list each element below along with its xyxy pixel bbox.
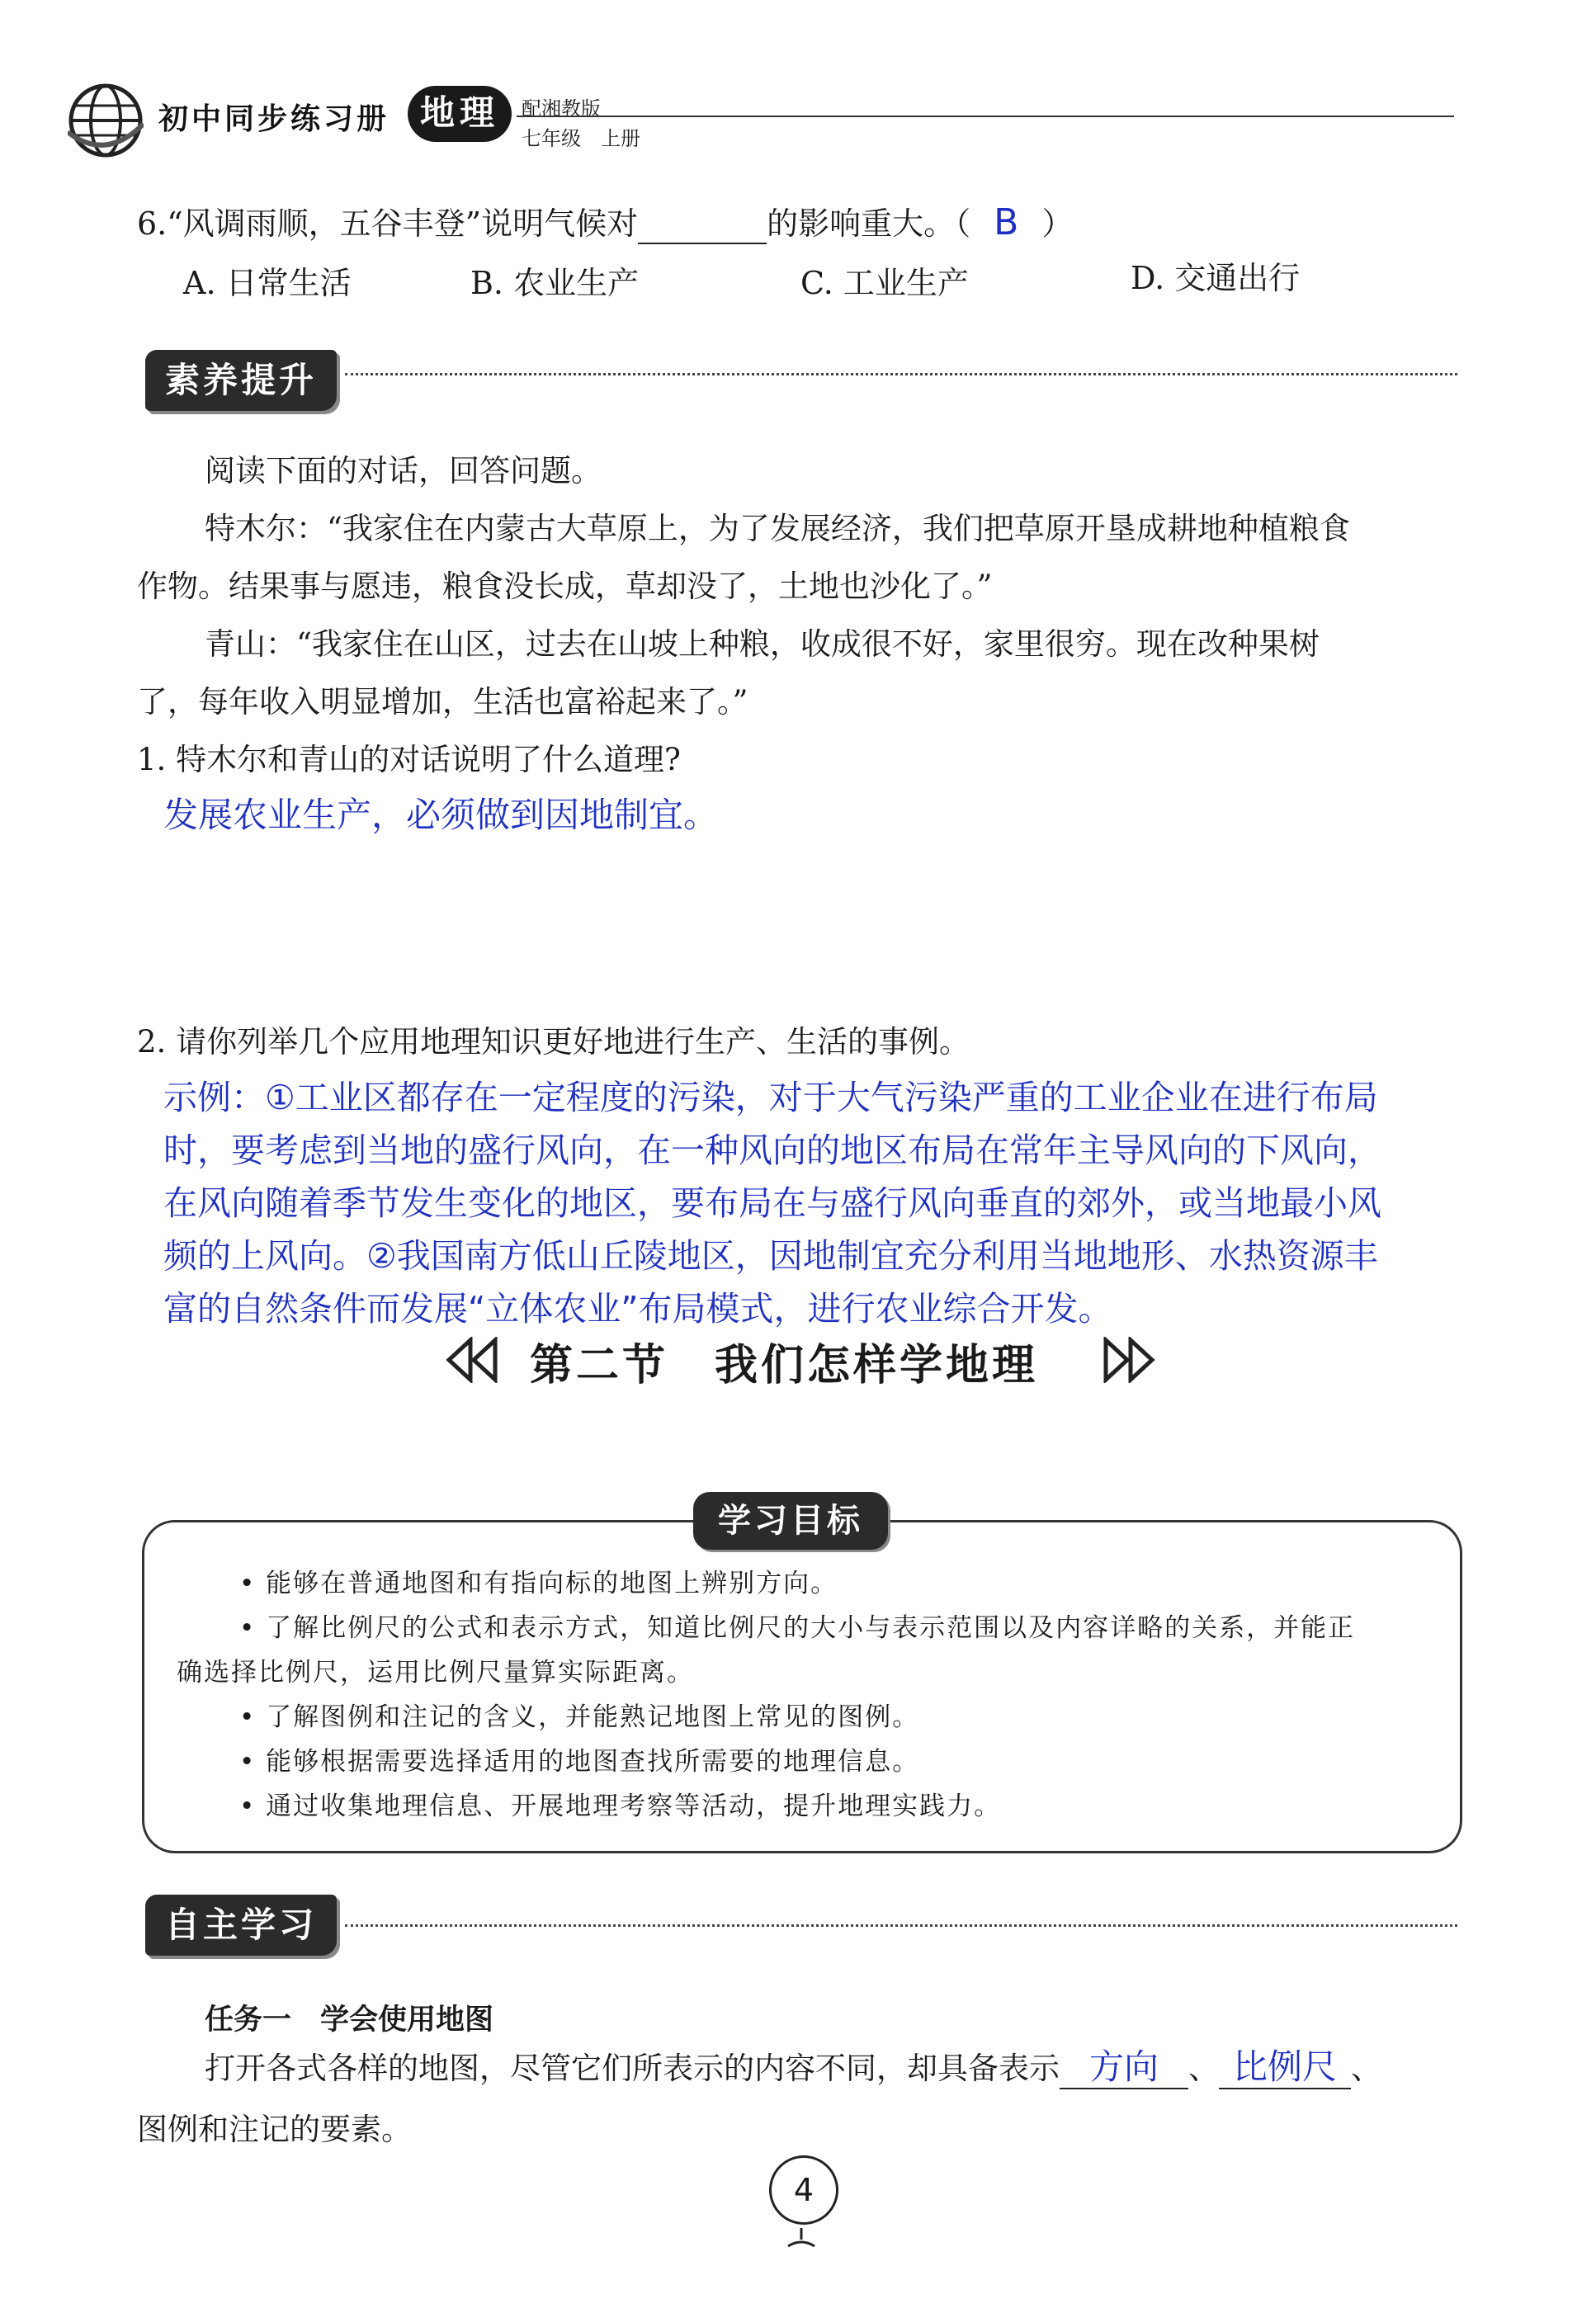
page-number: 4: [769, 2155, 838, 2225]
objective-1: • 能够在普通地图和有指向标的地图上辨别方向。: [239, 1569, 838, 1598]
objectives-banner: 学习目标: [693, 1492, 888, 1550]
q6-option-d: D. 交通出行: [1131, 260, 1301, 296]
question-1: 1. 特木尔和青山的对话说明了什么道理?: [137, 742, 681, 777]
objective-3: • 了解图例和注记的含义，并能熟记地图上常见的图例。: [239, 1702, 920, 1732]
dialog-temuer-line2: 作物。结果事与愿违，粮食没长成，草却没了，土地也沙化了。”: [137, 569, 993, 604]
answer-2-line5: 富的自然条件而发展“立体农业”布局模式，进行农业综合开发。: [163, 1289, 1112, 1329]
double-right-triangle-icon: [1103, 1337, 1155, 1383]
objective-4: • 能够根据需要选择适用的地图查找所需要的地理信息。: [239, 1747, 920, 1777]
task-1-title: 任务一 学会使用地图: [205, 2004, 494, 2037]
task-1-text-before: 打开各式各样的地图，尽管它们所表示的内容不同，却具备表示: [205, 2051, 1060, 2086]
globe-logo-icon: [68, 83, 144, 158]
task-1-tail: 、: [1351, 2051, 1381, 2086]
blank-scale: 比例尺: [1219, 2046, 1351, 2089]
dialog-qingshan-line2: 了，每年收入明显增加，生活也富裕起来了。”: [137, 684, 748, 720]
reading-intro: 阅读下面的对话，回答问题。: [205, 453, 602, 489]
task-1-text-line2: 图例和注记的要素。: [137, 2112, 412, 2147]
dialog-temuer-line1: 特木尔：“我家住在内蒙古大草原上，为了发展经济，我们把草原开垦成耕地种植粮食: [205, 511, 1350, 546]
dialog-qingshan-line1: 青山：“我家住在山区，过去在山坡上种粮，收成很不好，家里很穷。现在改种果树: [205, 626, 1320, 662]
section-rule-improve: [345, 373, 1457, 375]
q6-option-b: B. 农业生产: [470, 265, 640, 301]
answer-2-line3: 在风向随着季节发生变化的地区，要布局在与盛行风向垂直的郊外，或当地最小风: [163, 1183, 1381, 1223]
q6-option-a: A. 日常生活: [183, 265, 352, 301]
task-1-sep: 、: [1188, 2051, 1219, 2086]
section-banner-self-study: 自主学习: [145, 1895, 337, 1956]
series-title: 初中同步练习册: [158, 101, 390, 136]
q6-close: ）: [1041, 205, 1074, 242]
grade-label: 七年级 上册: [522, 127, 640, 150]
header-rule: [517, 116, 1454, 117]
section-rule-self-study: [345, 1924, 1457, 1927]
double-left-triangle-icon: [446, 1337, 498, 1383]
objective-2: • 了解比例尺的公式和表示方式，知道比例尺的大小与表示范围以及内容详略的关系，并能正: [239, 1613, 1356, 1643]
answer-2-line2: 时，要考虑到当地的盛行风向，在一种风向的地区布局在常年主导风向的下风向，: [163, 1131, 1381, 1170]
question-6: [137, 201, 1073, 244]
q6-stem-after: 的影响重大。（: [767, 205, 971, 242]
objective-2-cont: 确选择比例尺，运用比例尺量算实际距离。: [177, 1658, 694, 1688]
q6-option-c: C. 工业生产: [800, 265, 969, 301]
answer-1: 发展农业生产，必须做到因地制宜。: [163, 795, 719, 835]
question-2: 2. 请你列举几个应用地理知识更好地进行生产、生活的事例。: [137, 1024, 970, 1060]
q6-blank: [638, 201, 767, 244]
task-1-text: [205, 2046, 1381, 2089]
answer-2-line1: 示例：①工业区都存在一定程度的污染，对于大气污染严重的工业企业在进行布局: [163, 1078, 1378, 1117]
q6-answer: B: [994, 201, 1019, 243]
answer-2-line4: 频的上风向。②我国南方低山丘陵地区，因地制宜充分利用当地地形、水热资源丰: [163, 1236, 1378, 1276]
q6-stem-before: 6.“风调雨顺，五谷丰登”说明气候对: [137, 205, 639, 242]
blank-direction: 方向: [1060, 2046, 1188, 2089]
section-banner-improve: 素养提升: [145, 350, 337, 411]
globe-stand-icon: [785, 2228, 818, 2248]
edition-label: 配湘教版: [522, 97, 601, 120]
subject-badge: 地理: [408, 86, 512, 142]
chapter-title: 第二节 我们怎样学地理: [530, 1341, 1039, 1390]
objective-5: • 通过收集地理信息、开展地理考察等活动，提升地理实践力。: [239, 1791, 1002, 1821]
